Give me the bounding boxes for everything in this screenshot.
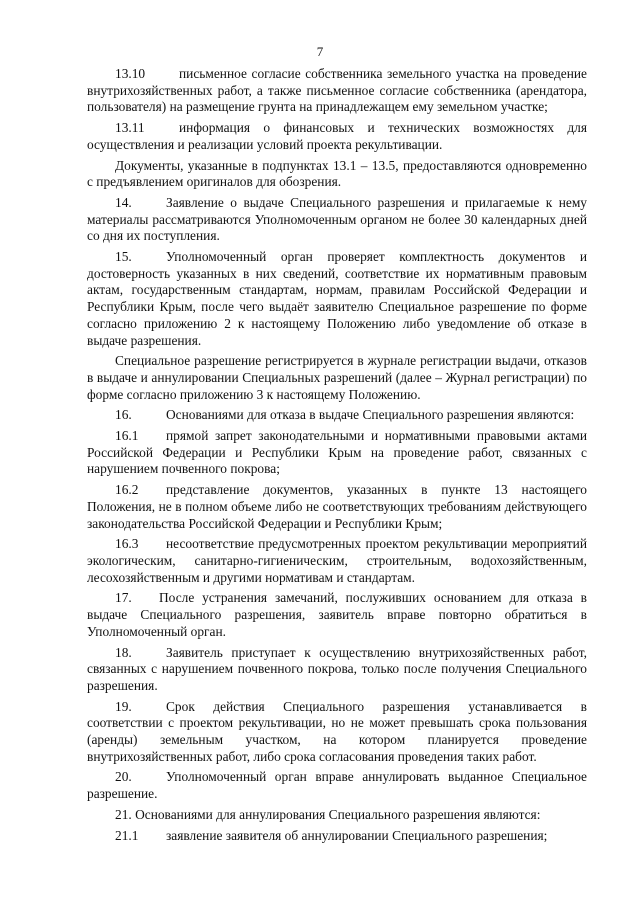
item-number: 16.1 (115, 428, 139, 444)
paragraph-14 (87, 195, 587, 245)
paragraph-21 (87, 807, 587, 824)
paragraph-text: Документы, указанные в подпунктах 13.1 – 13.5, предоставляются одновременно с предъявлением оригиналов для обозрения. (87, 157, 587, 190)
paragraph-18 (87, 645, 587, 695)
item-number: 13.10 (115, 66, 146, 81)
paragraph-16-1 (87, 428, 587, 478)
paragraph-text: После устранения замечаний, послуживших основанием для отказа в выдаче Специального разрешения, заявитель вправе повторно обратиться в Уполномоченный орган. (87, 590, 587, 639)
paragraph-21-1 (87, 828, 587, 845)
item-number: 20. (115, 769, 132, 785)
item-number: 18. (115, 644, 132, 660)
paragraph-text: прямой запрет законодательными и нормативными правовыми актами Российской Федерации и Республики Крым на проведение работ, связанных с нарушением почвенного покрова; (87, 428, 587, 477)
paragraph-text: Уполномоченный орган проверяет комплектность документов и достоверность указанных в них сведений, соответствие их нормативным правовым актам, государственным стандартам, нормам, правилам Российской Федерации и Республики Крым, после чего выдаёт заявителю Специальное разрешение по форме согласно приложению 2 к настоящему Положению либо уведомление об отказе в выдаче разрешения. (87, 249, 587, 348)
item-number: 17. (115, 590, 132, 606)
paragraph-text: несоответствие предусмотренных проектом рекультивации мероприятий экологическим, санитарно-гигиеническим, строительным, водохозяйственным, лесохозяйственным и другими нормативам и стандартам. (87, 536, 587, 585)
paragraph-text: Срок действия Специального разрешения устанавливается в соответствии с проектом рекультивации, но не может превышать срока пользования (аренды) земельным участком, на котором планируется проведение внутрихозяйственных работ, либо срока согласования проведения таких работ. (87, 698, 587, 764)
item-number: 16.2 (115, 482, 139, 498)
item-number: 14. (115, 194, 132, 210)
paragraph-text: Специальное разрешение регистрируется в журнале регистрации выдачи, отказов в выдаче и аннулировании Специальных разрешений (далее – Журнал регистрации) по форме согласно приложению 3 к настоящему Положению. (87, 353, 587, 402)
paragraph-16-3 (87, 536, 587, 586)
item-number: 19. (115, 698, 132, 714)
paragraph-13-11 (87, 120, 587, 153)
paragraph-text: 21. Основаниями для аннулирования Специального разрешения являются: (115, 806, 541, 822)
paragraph-17 (87, 590, 587, 640)
paragraph-documents-note (87, 158, 587, 191)
paragraph-19 (87, 699, 587, 766)
paragraph-text: Уполномоченный орган вправе аннулировать выданное Специальное разрешение. (87, 769, 587, 802)
paragraph-registration (87, 353, 587, 403)
paragraph-16-2 (87, 482, 587, 532)
item-number: 15. (115, 249, 132, 265)
paragraph-13-10 (87, 66, 587, 116)
paragraph-16 (87, 407, 587, 424)
paragraph-text: информация о финансовых и технических возможностях для осуществления и реализации условий проекта рекультивации. (87, 120, 587, 152)
paragraph-text: Заявитель приступает к осуществлению внутрихозяйственных работ, связанных с нарушением почвенного покрова, только после получения Специального разрешения. (87, 644, 587, 693)
item-number: 16. (115, 407, 132, 423)
item-number: 13.11 (115, 120, 145, 136)
paragraph-text: письменное согласие собственника земельного участка на проведение внутрихозяйственных работ, а также письменное согласие собственника (арендатора, пользователя) на размещение грунта на принадлежащем ему земельном участке; (87, 66, 587, 115)
item-number: 21.1 (115, 827, 139, 843)
paragraph-20 (87, 769, 587, 802)
page-number: 7 (316, 44, 324, 59)
paragraph-text: представление документов, указанных в пункте 13 настоящего Положения, не в полном объеме либо не соответствующих требованиям действующего законодательства Российской Федерации и Республики Крым; (87, 482, 587, 531)
paragraph-15 (87, 249, 587, 349)
document-body (87, 66, 587, 844)
paragraph-text: Основаниями для отказа в выдаче Специального разрешения являются: (166, 407, 575, 423)
paragraph-text: Заявление о выдаче Специального разрешения и прилагаемые к нему материалы рассматриваются Уполномоченным органом не более 30 календарных дней со дня их поступления. (87, 194, 587, 244)
paragraph-text: заявление заявителя об аннулировании Специального разрешения; (166, 827, 548, 843)
item-number: 16.3 (115, 536, 139, 552)
